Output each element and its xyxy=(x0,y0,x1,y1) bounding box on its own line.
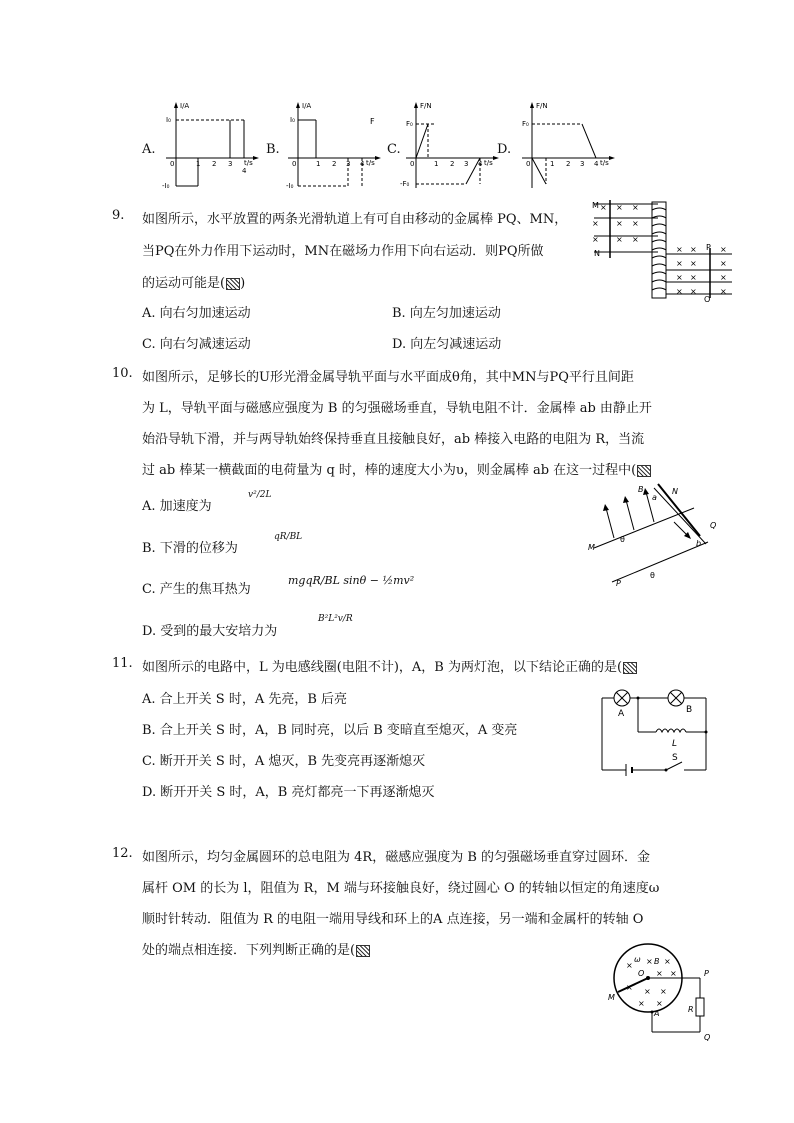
option-b: B. 向左匀加速运动 xyxy=(392,306,501,321)
question-text-tail: 过 ab 棒某一横截面的电荷量为 q 时，棒的速度大小为υ，则金属棒 ab 在这一过程中( xyxy=(142,463,637,478)
field-x: × xyxy=(626,983,633,992)
label-p: P xyxy=(704,969,709,978)
formula-d: B²L²v/R xyxy=(318,614,353,624)
label-r: R xyxy=(688,1005,694,1014)
option-label-a: A. xyxy=(142,142,156,157)
label-q: Q xyxy=(704,295,711,302)
field-x: × xyxy=(592,219,599,228)
field-x: × xyxy=(644,987,651,996)
field-x: × xyxy=(720,259,727,268)
question-number: 12. xyxy=(112,846,133,861)
graph-a-origin: 0 xyxy=(170,160,175,168)
label-m: M xyxy=(588,543,595,552)
answer-blank xyxy=(623,662,637,674)
option-c: C. 产生的焦耳热为 xyxy=(142,582,251,597)
graph-b-tick: 4 xyxy=(360,160,365,168)
label-a: A xyxy=(618,709,625,719)
graph-b-side: F xyxy=(370,117,375,126)
graph-a-tick: 2 xyxy=(212,160,217,168)
formula-c: mgqR/BL sinθ − ½mv² xyxy=(288,574,415,587)
graph-d-xlabel: t/s xyxy=(600,159,609,167)
graph-c-tick: 1 xyxy=(434,160,439,168)
label-p: P xyxy=(616,579,621,588)
question-text: 如图所示，足够长的U形光滑金属导轨平面与水平面成θ角，其中MN与PQ平行且间距 xyxy=(142,370,634,385)
field-x: × xyxy=(720,287,727,296)
question-text: 属杆 OM 的长为 l，阻值为 R，M 端与环接触良好，绕过圆心 O 的转轴以恒定的角速度ω xyxy=(142,881,660,896)
graph-c-origin: 0 xyxy=(410,160,415,168)
label-b: b xyxy=(696,539,702,548)
option-label-d: D. xyxy=(497,142,512,157)
question-text-tail: 如图所示的电路中，L 为电感线圈(电阻不计)，A，B 为两灯泡，以下结论正确的是( xyxy=(142,660,623,675)
answer-blank xyxy=(356,945,370,957)
field-x: × xyxy=(690,287,697,296)
field-x: × xyxy=(626,961,633,970)
field-x: × xyxy=(660,987,667,996)
option-b: B. 合上开关 S 时，A，B 同时亮，以后 B 变暗直至熄灭，A 变亮 xyxy=(142,723,518,738)
label-n: N xyxy=(594,249,600,258)
question-text xyxy=(142,939,370,958)
option-a: A. 向右匀加速运动 xyxy=(142,306,251,321)
field-x: × xyxy=(670,969,677,978)
field-x: × xyxy=(632,235,639,244)
graph-c-ylabel: F/N xyxy=(420,102,432,110)
graph-d-tick: 1 xyxy=(550,160,555,168)
field-x: × xyxy=(720,245,727,254)
option-c: C. 向右匀减速运动 xyxy=(142,337,251,352)
field-x: × xyxy=(690,245,697,254)
field-x: × xyxy=(676,245,683,254)
question-number: 10. xyxy=(112,366,133,381)
option-d: D. 向左匀减速运动 xyxy=(392,337,502,352)
option-label-b: B. xyxy=(266,142,280,157)
field-x: × xyxy=(592,235,599,244)
field-x: × xyxy=(690,259,697,268)
graph-b-tick: 3 xyxy=(346,160,351,168)
label-n: N xyxy=(672,487,678,496)
field-x: × xyxy=(600,203,607,212)
label-a: a xyxy=(652,493,657,502)
label-b-field: B xyxy=(638,485,644,494)
question-text: 的运动可能是( ) xyxy=(142,276,246,291)
graph-d-origin: 0 xyxy=(526,160,531,168)
label-m: M xyxy=(592,201,599,210)
q12-figure xyxy=(604,942,724,1042)
field-x: × xyxy=(616,235,623,244)
label-theta: θ xyxy=(650,571,655,580)
question-text: 当PQ在外力作用下运动时，MN在磁场力作用下向右运动．则PQ所做 xyxy=(142,244,544,259)
field-x: × xyxy=(638,999,645,1008)
graph-a-yneg: -I₀ xyxy=(162,182,170,190)
question-number: 11. xyxy=(112,656,133,671)
answer-blank xyxy=(637,465,651,477)
graph-c-xlabel: t/s xyxy=(484,159,493,167)
option-b: B. 下滑的位移为 xyxy=(142,541,238,556)
graph-b-tick: 2 xyxy=(332,160,337,168)
graph-c xyxy=(400,98,500,194)
label-theta: θ xyxy=(620,535,625,544)
graph-b-origin: 0 xyxy=(292,160,297,168)
field-x: × xyxy=(676,287,683,296)
option-a: A. 加速度为 xyxy=(142,499,212,514)
question-text: 如图所示，均匀金属圆环的总电阻为 4R，磁感应强度为 B 的匀强磁场垂直穿过圆环．金 xyxy=(142,850,651,865)
question-text: 顺时针转动．阻值为 R 的电阻一端用导线和环上的A 点连接，另一端和金属杆的转轴 O xyxy=(142,912,644,927)
question-text: 如图所示，水平放置的两条光滑轨道上有可自由移动的金属棒 PQ、MN， xyxy=(142,212,568,227)
formula-a: v²/2L xyxy=(248,490,272,500)
field-x: × xyxy=(676,259,683,268)
field-x: × xyxy=(664,957,671,966)
q11-figure xyxy=(596,680,726,776)
graph-a-ylabel: I/A xyxy=(180,102,190,110)
graph-b-ypos: I₀ xyxy=(290,116,295,124)
label-l: L xyxy=(672,739,678,749)
graph-d-tick: 4 xyxy=(594,160,599,168)
graph-c-yneg: -F₀ xyxy=(400,180,410,188)
option-c: C. 断开开关 S 时，A 熄灭，B 先变亮再逐渐熄灭 xyxy=(142,754,426,769)
graph-a-ypos: I₀ xyxy=(166,116,171,124)
graph-d-tick: 2 xyxy=(566,160,571,168)
graph-c-tick: 4 xyxy=(478,160,483,168)
field-x: × xyxy=(720,273,727,282)
label-q: Q xyxy=(704,1033,711,1042)
graph-a-tick: 4 xyxy=(242,167,247,175)
question-text: 为 L，导轨平面与磁感应强度为 B 的匀强磁场垂直，导轨电阻不计．金属棒 ab 由静止开 xyxy=(142,401,652,416)
graph-d-ylabel: F/N xyxy=(536,102,548,110)
label-s: S xyxy=(672,753,678,763)
field-x: × xyxy=(646,957,653,966)
graph-d-tick: 3 xyxy=(580,160,585,168)
field-x: × xyxy=(656,969,663,978)
question-text xyxy=(142,459,651,478)
field-x: × xyxy=(676,273,683,282)
label-b-field: B xyxy=(654,957,660,966)
graph-a-tick: 3 xyxy=(228,160,233,168)
graph-c-tick: 3 xyxy=(464,160,469,168)
graph-b-yneg: -I₀ xyxy=(286,182,294,190)
field-x: × xyxy=(656,999,663,1008)
label-p: P xyxy=(706,243,711,252)
question-text xyxy=(142,656,637,675)
graph-d-ypos: F₀ xyxy=(522,120,529,128)
option-d: D. 受到的最大安培力为 xyxy=(142,624,278,639)
label-q: Q xyxy=(710,521,717,530)
field-x: × xyxy=(632,219,639,228)
answer-blank xyxy=(226,278,240,290)
graph-b-xlabel: t/s xyxy=(366,159,375,167)
graph-b xyxy=(282,98,382,194)
label-b: B xyxy=(686,705,693,715)
graph-c-tick: 2 xyxy=(450,160,455,168)
option-label-c: C. xyxy=(387,142,401,157)
graph-b-ylabel: I/A xyxy=(302,102,312,110)
field-x: × xyxy=(632,203,639,212)
graph-b-tick: 1 xyxy=(316,160,321,168)
graph-a-tick: 1 xyxy=(196,160,201,168)
q10-figure xyxy=(584,478,724,590)
label-o: O xyxy=(638,969,645,978)
field-x: × xyxy=(616,219,623,228)
option-d: D. 断开开关 S 时，A，B 亮灯都亮一下再逐渐熄灭 xyxy=(142,785,435,800)
graph-d xyxy=(516,98,616,194)
graph-c-ypos: F₀ xyxy=(406,120,413,128)
label-omega: ω xyxy=(634,955,641,964)
graph-a-xlabel: t/s xyxy=(244,159,253,167)
label-m: M xyxy=(608,993,615,1002)
question-text-tail: 处的端点相连接．下列判断正确的是( xyxy=(142,943,356,958)
label-a: A xyxy=(654,1009,660,1018)
formula-b: qR/BL xyxy=(274,532,303,542)
question-number: 9. xyxy=(112,208,125,223)
field-x: × xyxy=(690,273,697,282)
q9-figure xyxy=(586,198,736,302)
graph-a xyxy=(160,98,260,194)
option-a: A. 合上开关 S 时，A 先亮，B 后亮 xyxy=(142,692,348,707)
question-text-tail: 的运动可能是( xyxy=(142,276,226,291)
field-x: × xyxy=(616,203,623,212)
question-text: 始沿导轨下滑，并与两导轨始终保持垂直且接触良好，ab 棒接入电路的电阻为 R，当流 xyxy=(142,432,645,447)
